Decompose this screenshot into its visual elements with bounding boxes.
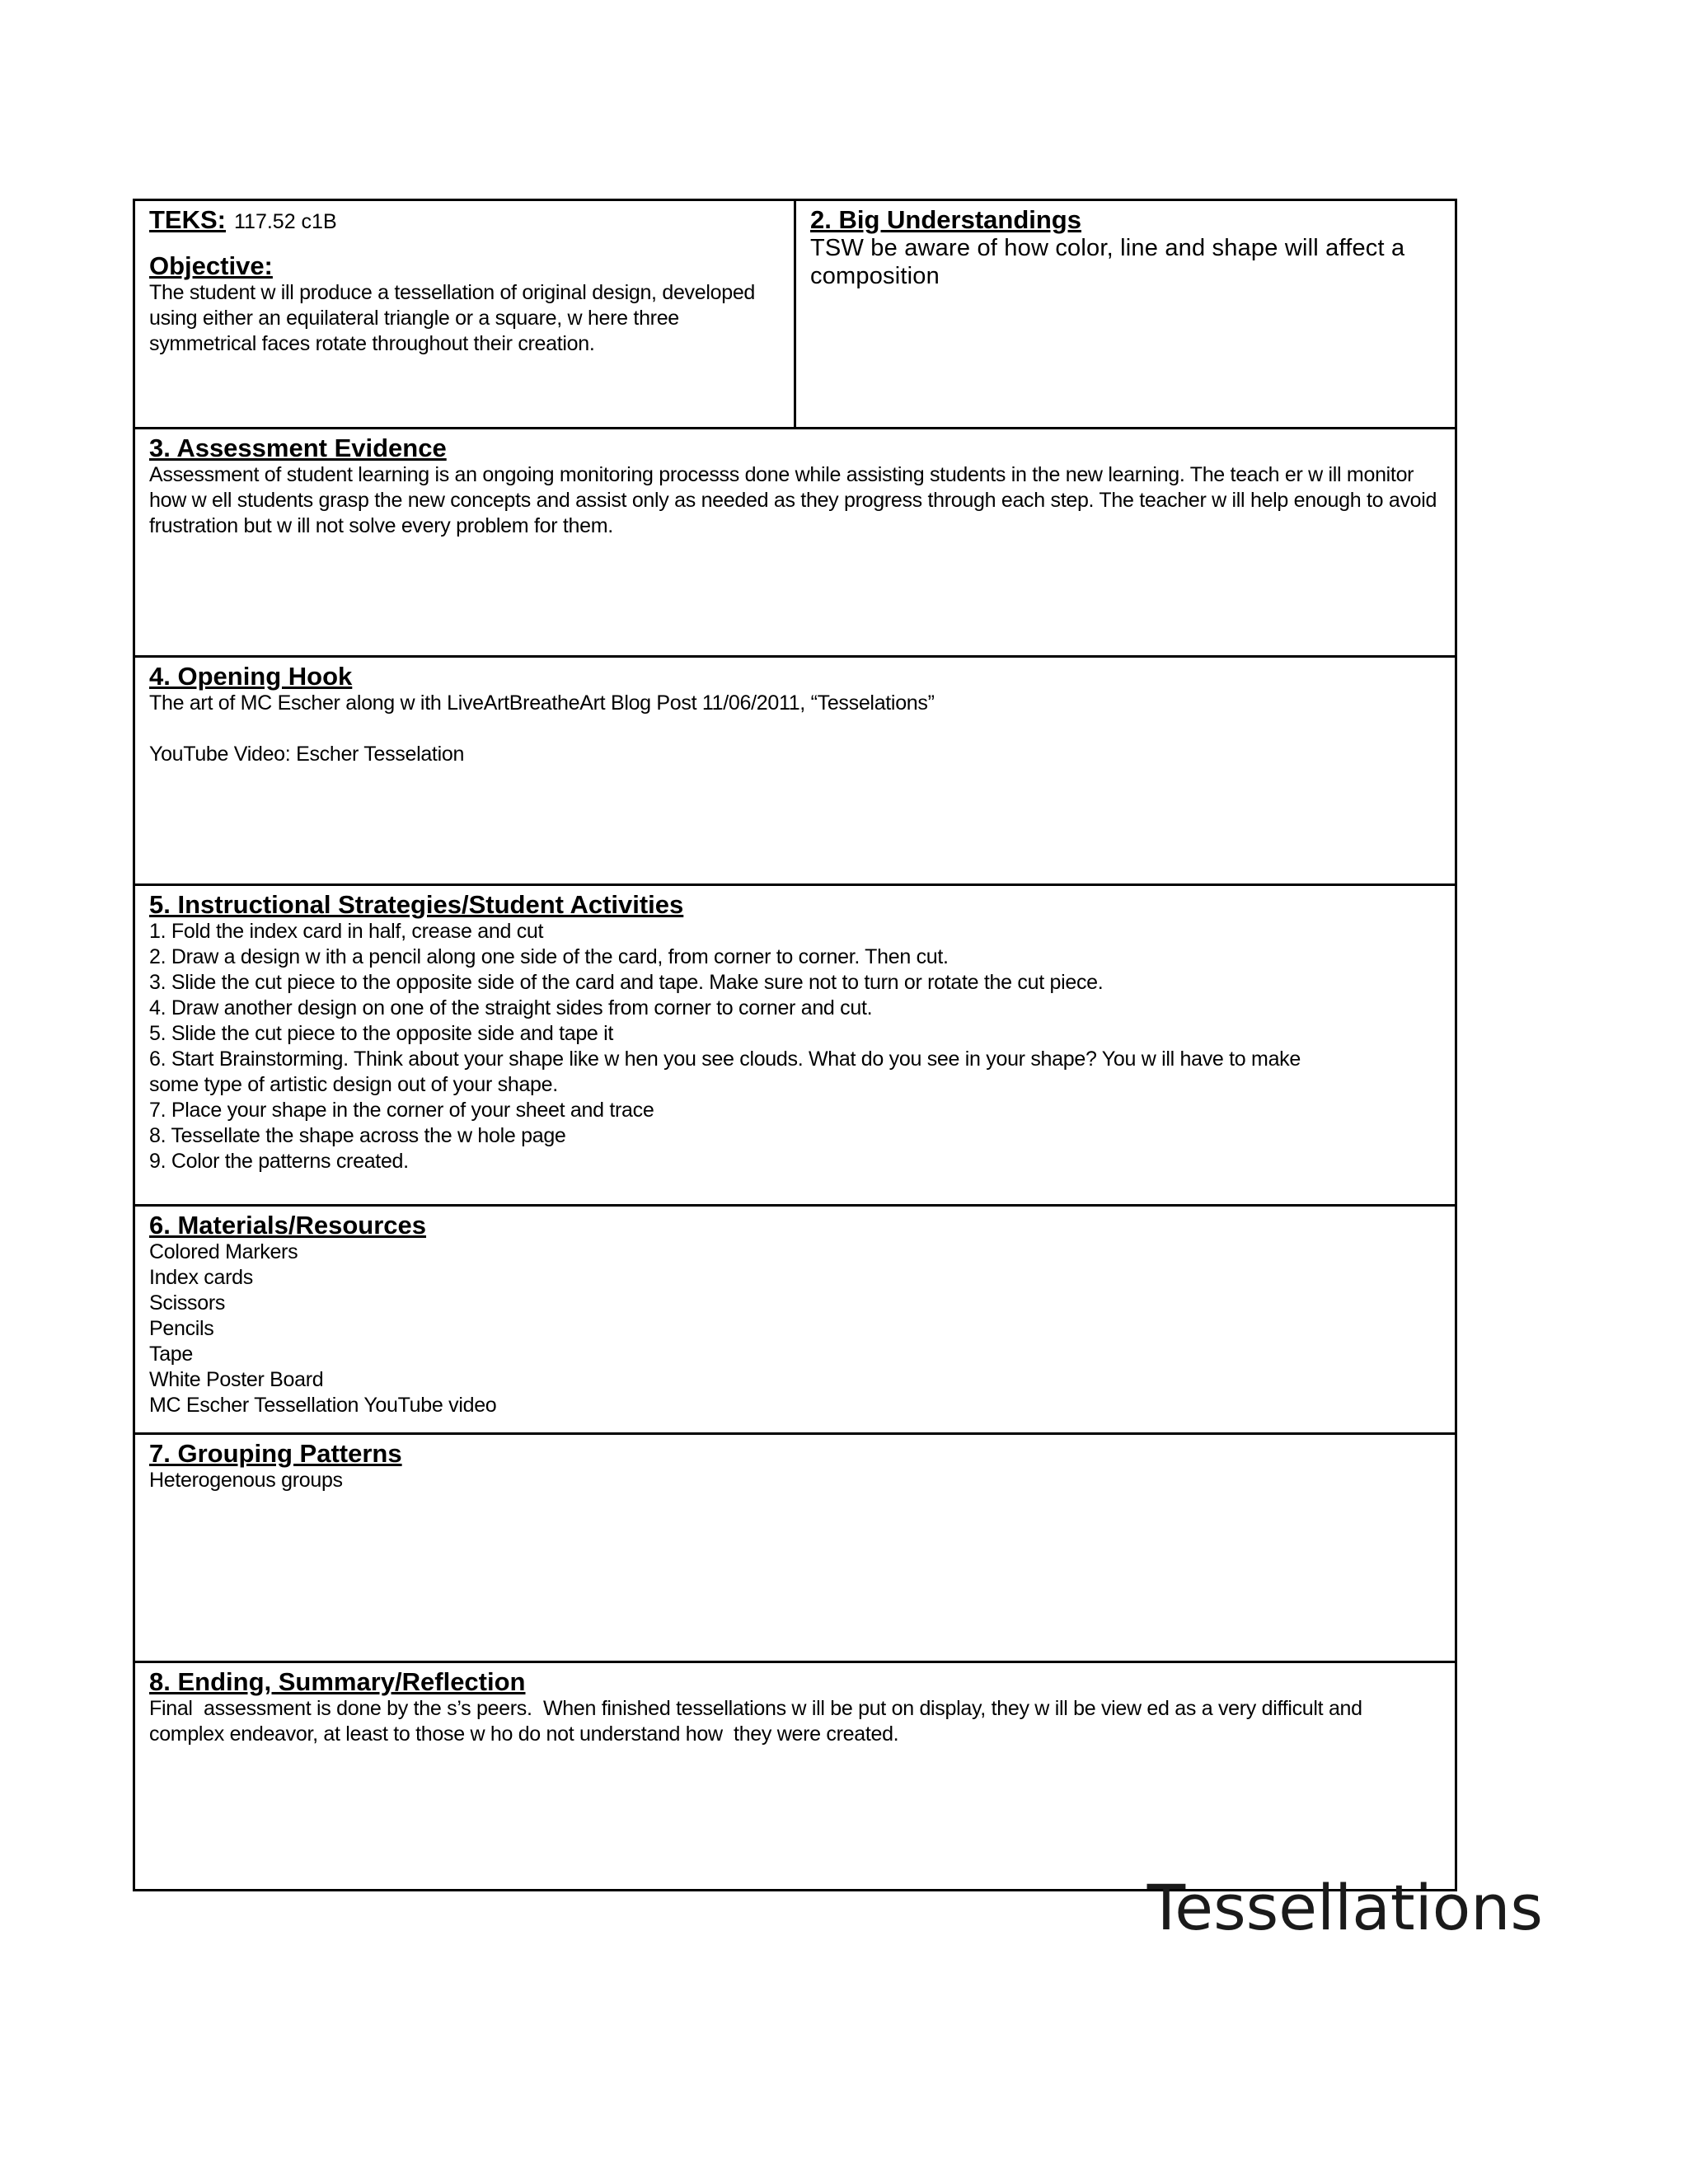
cell-teks-objective (134, 200, 795, 429)
teks-value: 117.52 c1B (234, 210, 337, 233)
cell-instructional (134, 885, 1456, 1206)
teks-label: TEKS: (149, 205, 226, 234)
instructional-step: 4. Draw another design on one of the straight sides from corner to corner and cut. (149, 996, 873, 1019)
instructional-step: some type of artistic design out of your shape. (149, 1073, 558, 1096)
big-understandings-heading: 2. Big Understandings (810, 205, 1081, 234)
cell-big-understandings (795, 200, 1456, 429)
instructional-heading: 5. Instructional Strategies/Student Activities (149, 890, 684, 919)
materials-heading: 6. Materials/Resources (149, 1211, 427, 1240)
page-title: Tessellations (1146, 1871, 1543, 1944)
ending-heading: 8. Ending, Summary/Reflection (149, 1667, 526, 1696)
instructional-step: 7. Place your shape in the corner of your sheet and trace (149, 1099, 654, 1122)
opening-hook-heading: 4. Opening Hook (149, 662, 353, 691)
row-grouping (134, 1434, 1456, 1662)
teks-line (149, 206, 780, 234)
materials-item: Scissors (149, 1291, 226, 1315)
cell-grouping (134, 1434, 1456, 1662)
row-ending (134, 1662, 1456, 1891)
materials-item: Index cards (149, 1266, 253, 1289)
materials-item: Tape (149, 1343, 194, 1366)
instructional-step: 1. Fold the index card in half, crease and cut (149, 920, 544, 943)
materials-item: White Poster Board (149, 1368, 324, 1391)
materials-item: MC Escher Tessellation YouTube video (149, 1394, 497, 1417)
cell-materials (134, 1206, 1456, 1434)
assessment-heading: 3. Assessment Evidence (149, 434, 447, 462)
row-teks-understandings (134, 200, 1456, 429)
instructional-step: 8. Tessellate the shape across the w hole page (149, 1124, 566, 1147)
objective-label: Objective: (149, 251, 273, 280)
instructional-step: 2. Draw a design w ith a pencil along one side of the card, from corner to corner. Then cut. (149, 945, 949, 968)
grouping-text: Heterogenous groups (149, 1469, 343, 1492)
instructional-step: 6. Start Brainstorming. Think about your shape like w hen you see clouds. What do you see in your shape? You w ill have to make (149, 1047, 1301, 1071)
opening-hook-spacer (149, 716, 1441, 742)
instructional-step: 9. Color the patterns created. (149, 1150, 409, 1173)
instructional-step: 3. Slide the cut piece to the opposite side of the card and tape. Make sure not to turn or rotate the cut piece. (149, 971, 1104, 994)
row-materials (134, 1206, 1456, 1434)
cell-ending (134, 1662, 1456, 1891)
materials-item: Colored Markers (149, 1240, 298, 1263)
grouping-heading: 7. Grouping Patterns (149, 1439, 402, 1468)
objective-text: The student w ill produce a tessellation of original design, developed using either an equilateral triangle or a square, w here three symmetrical faces rotate throughout their creation. (149, 281, 761, 355)
cell-assessment (134, 429, 1456, 657)
opening-hook-line-1: The art of MC Escher along w ith LiveArtBreatheArt Blog Post 11/06/2011, “Tesselations” (149, 691, 935, 715)
row-instructional (134, 885, 1456, 1206)
lesson-plan-table (133, 199, 1457, 1891)
big-understandings-text: TSW be aware of how color, line and shape will affect a composition (810, 235, 1405, 289)
assessment-text: Assessment of student learning is an ongoing monitoring processs done while assisting students in the new learning. The teach er w ill monitor how w ell students grasp the new concepts and assist only as needed as they progress through each step. The teacher w ill help enough to avoid frustration but w ill not solve every problem for them. (149, 463, 1442, 537)
materials-item: Pencils (149, 1317, 214, 1340)
instructional-step: 5. Slide the cut piece to the opposite side and tape it (149, 1022, 614, 1045)
row-assessment (134, 429, 1456, 657)
cell-opening-hook (134, 657, 1456, 885)
row-opening-hook (134, 657, 1456, 885)
ending-text: Final assessment is done by the s’s peers. When finished tessellations w ill be put on display, they w ill be view ed as a very difficult and complex endeavor, at least to those w ho do not understand how they were created. (149, 1697, 1368, 1746)
opening-hook-line-2: YouTube Video: Escher Tesselation (149, 743, 465, 766)
